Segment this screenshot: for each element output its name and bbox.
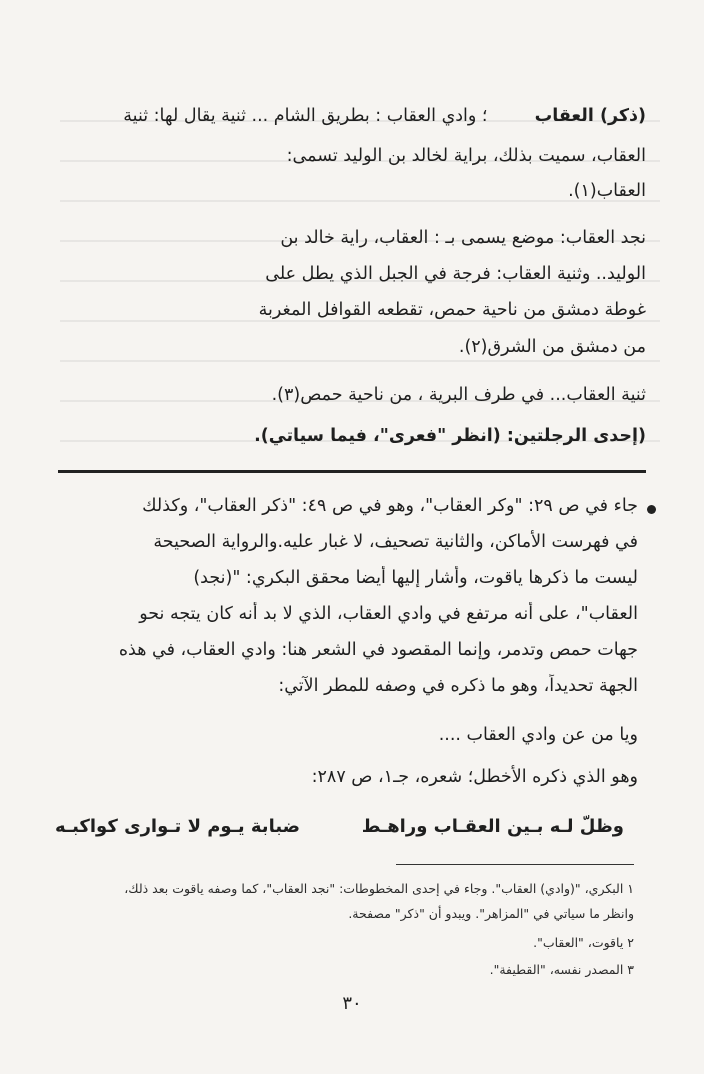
section-divider (58, 470, 646, 473)
verse-second-hemistich: ضبابة يـوم لا تـوارى كواكبـه (55, 816, 301, 837)
note-line-7: ويا من عن وادي العقاب .... (438, 725, 638, 745)
footnote-3: ٣ المصدر نفسه، "القطيفة". (489, 962, 634, 977)
entry-heading: (ذكر) العقاب (534, 106, 646, 126)
note-line-5: جهات حمص وتدمر، وإنما المقصود في الشعر هنا: وادي العقاب، في هذه (118, 640, 638, 660)
note-line-2: في فهرست الأماكن، والثانية تصحيف، لا غبار عليه.والرواية الصحيحة (153, 532, 638, 552)
entry-text: ؛ وادي العقاب : بطريق الشام ... ثنية يقال لها: ثنية (123, 106, 488, 126)
note-line-8: وهو الذي ذكره الأخطل؛ شعره، جـ١، ص ٢٨٧: (311, 767, 638, 787)
note-line-3: ليست ما ذكرها ياقوت، وأشار إليها أيضا محقق البكري: "(نجد) (193, 568, 638, 588)
entry-line-8: ثنية العقاب... في طرف البرية ، من ناحية حمص(٣). (271, 385, 646, 405)
poetry-verse (55, 812, 624, 844)
note-line-6: الجهة تحديداً، وهو ما ذكره في وصفه للمطر الآتي: (278, 676, 638, 696)
footnote-2: ٢ ياقوت، "العقاب". (533, 935, 634, 950)
note-line-4: العقاب"، على أنه مرتفع في وادي العقاب، الذي لا بد أنه كان يتجه نحو (139, 604, 638, 624)
entry-line-2: العقاب، سميت بذلك، براية لخالد بن الوليد تسمى: (286, 146, 646, 166)
footnote-1: ١ البكري، "(وادي) العقاب". وجاء في إحدى المخطوطات: "نجد العقاب"، كما وصفه ياقوت بعد ذلك، (124, 881, 634, 896)
entry-line-7: من دمشق من الشرق(٢). (458, 337, 646, 357)
note-line-1: جاء في ص ٢٩: "وكر العقاب"، وهو في ص ٤٩: "ذكر العقاب"، وكذلك (142, 496, 638, 516)
cross-reference: (إحدى الرجلتين: (انظر "فعرى"، فيما سياتي). (254, 426, 646, 446)
entry-line-5: الوليد.. وثنية العقاب: فرجة في الجبل الذي يطل على (265, 264, 646, 284)
page-number: ٣٠ (342, 993, 362, 1014)
entry-line-3: العقاب(١). (568, 181, 646, 201)
footnote-1-continued: وانظر ما سياتي في "المزاهر". ويبدو أن "ذكر" مصفحة. (348, 906, 634, 921)
bullet-icon (647, 505, 656, 514)
footnote-divider (396, 864, 634, 865)
entry-line-4: نجد العقاب: موضع يسمى بـ : العقاب، راية خالد بن (280, 228, 646, 248)
entry-line-6: غوطة دمشق من ناحية حمص، تقطعه القوافل المغربة (258, 300, 646, 320)
entry-line-1 (60, 104, 646, 128)
verse-first-hemistich: وظلّ لـه بـين العقـاب وراهـط (361, 816, 624, 837)
